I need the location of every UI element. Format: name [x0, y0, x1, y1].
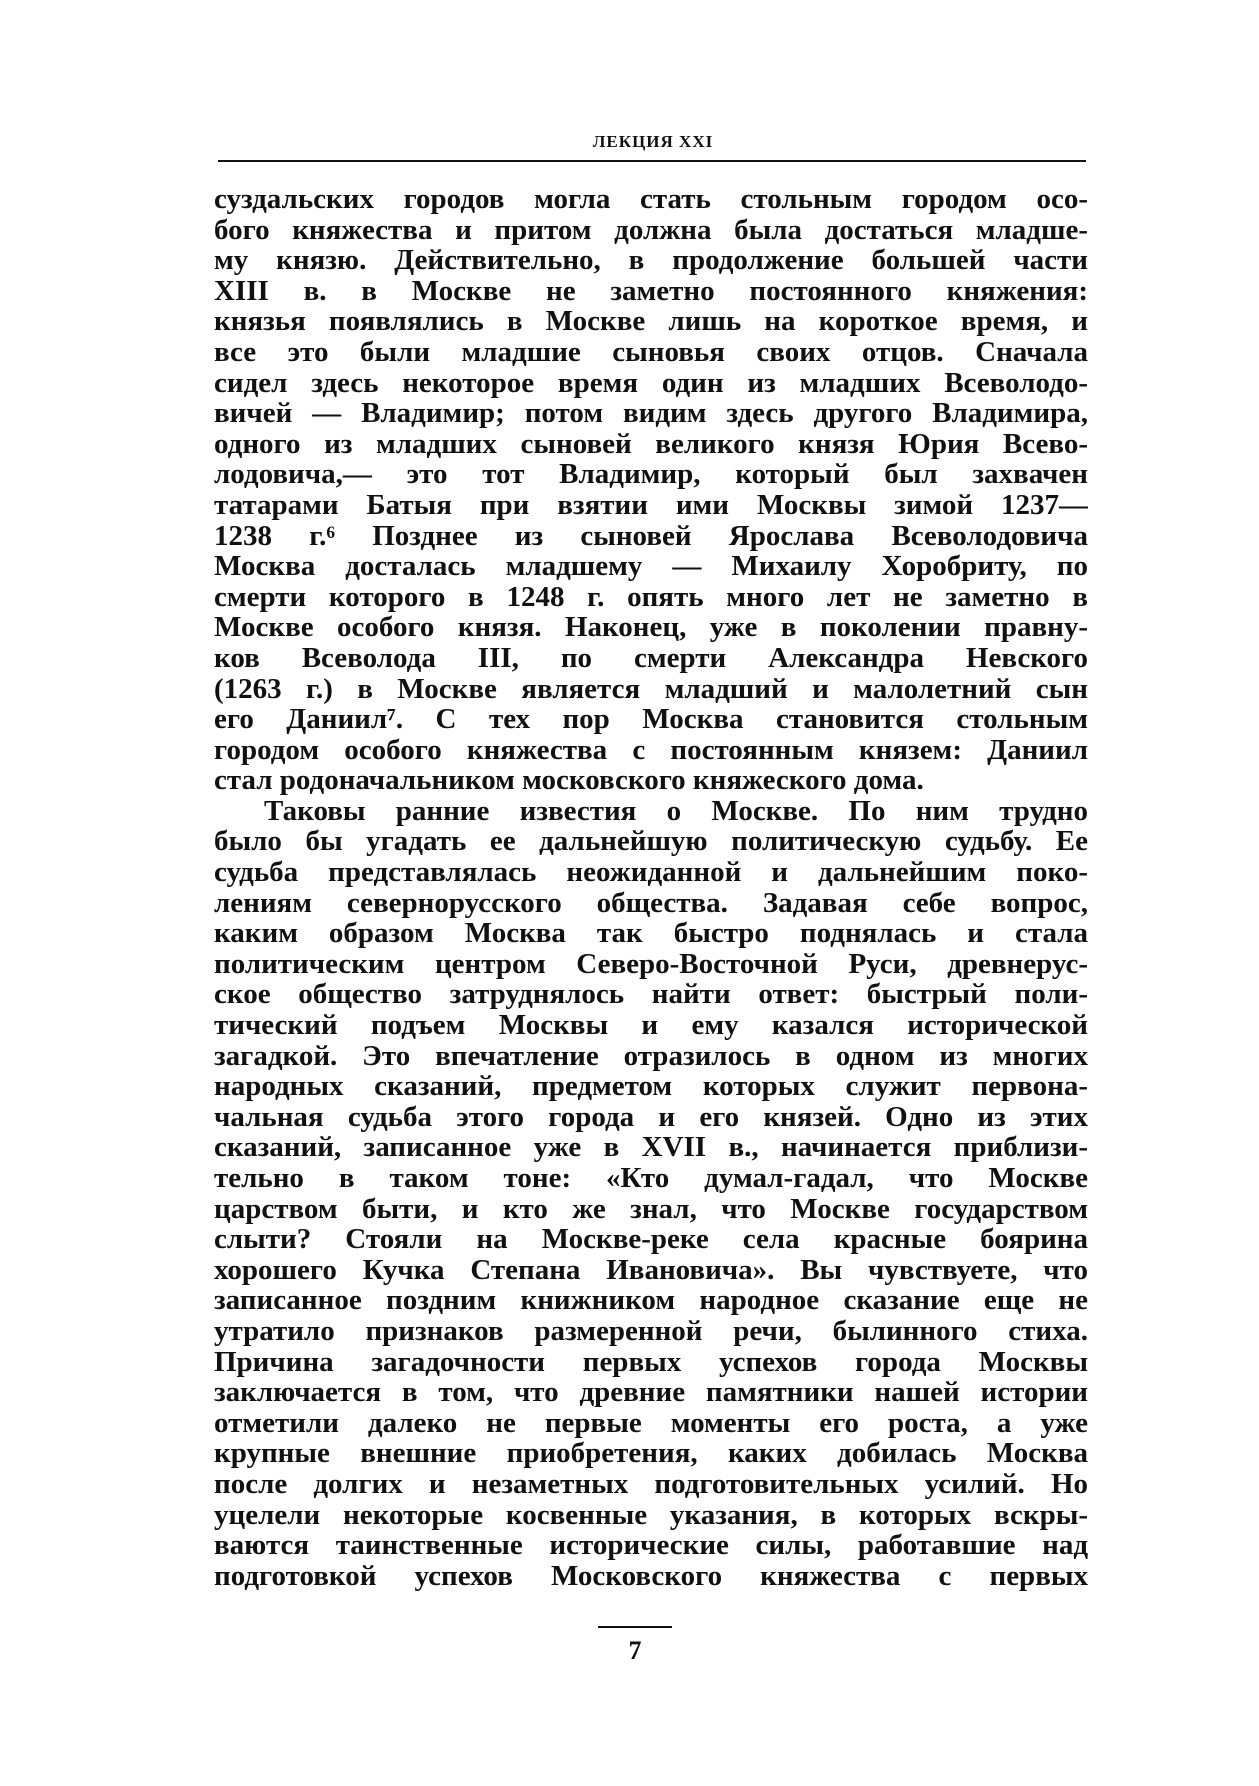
text-line: загадкой. Это впечатление отразилось в одном из многих [214, 1040, 1088, 1072]
running-title: ЛЕКЦИЯ XXI [592, 132, 714, 151]
text-line: вичей — Владимир; потом видим здесь другого Владимира, [214, 398, 1088, 429]
text-line: хорошего Кучка Степана Ивановича». Вы чувствуете, что [214, 1254, 1088, 1286]
text-line: подготовкой успехов Московского княжества с первых [214, 1560, 1088, 1592]
text-line: Москва досталась младшему — Михаилу Хоробриту, по [214, 551, 1088, 582]
text-line: крупные внешние приобретения, каких добилась Москва [214, 1438, 1088, 1469]
text-line: каким образом Москва так быстро поднялась и стала [214, 918, 1088, 949]
text-line: народных сказаний, предметом которых служит первона- [214, 1071, 1088, 1102]
body-text [214, 184, 1088, 1591]
text-line: чальная судьба этого города и его князей. Одно из этих [214, 1101, 1088, 1133]
text-line: лодовича,— это тот Владимир, который был захвачен [214, 459, 1088, 490]
page-number-rule [598, 1626, 672, 1628]
text-line: Причина загадочности первых успехов города Москвы [214, 1346, 1088, 1378]
text-line: 1238 г.⁶ Позднее из сыновей Ярослава Всеволодовича [214, 520, 1088, 552]
text-line: политическим центром Северо-Восточной Руси, древнерус- [214, 948, 1088, 980]
text-line: суздальских городов могла стать стольным городом осо- [214, 184, 1088, 215]
text-line: татарами Батыя при взятии ими Москвы зимой 1237— [214, 489, 1088, 521]
text-line: ское общество затруднялось найти ответ: быстрый поли- [214, 979, 1088, 1011]
text-line: стал родоначальником московского княжеского дома. [214, 765, 924, 796]
text-line: заключается в том, что древние памятники нашей истории [214, 1377, 1088, 1408]
text-line: лениям севернорусского общества. Задавая себе вопрос, [214, 887, 1088, 919]
text-line: сказаний, записанное уже в XVII в., начинается приблизи- [214, 1132, 1088, 1163]
page-number: 7 [628, 1636, 642, 1665]
header-rule [218, 160, 1086, 162]
text-line: XIII в. в Москве не заметно постоянного княжения: [214, 275, 1088, 307]
text-line: царством быти, и кто же знал, что Москве государством [214, 1193, 1088, 1225]
text-line: слыти? Стояли на Москве-реке села красные боярина [214, 1224, 1088, 1255]
text-line: му князю. Действительно, в продолжение большей части [214, 245, 1088, 276]
paragraph-start-line: Таковы ранние известия о Москве. По ним трудно [264, 795, 1088, 827]
text-line: бого княжества и притом должна была достаться младше- [214, 214, 1088, 246]
text-line: уцелели некоторые косвенные указания, в которых вскры- [214, 1499, 1088, 1531]
text-line: Москве особого князя. Наконец, уже в поколении правну- [214, 612, 1088, 643]
text-line: одного из младших сыновей великого князя Юрия Всево- [214, 428, 1088, 460]
text-line: все это были младшие сыновья своих отцов. Сначала [214, 336, 1088, 368]
text-line: городом особого княжества с постоянным князем: Даниил [214, 734, 1088, 766]
text-line: утратило признаков размеренной речи, былинного стиха. [214, 1315, 1088, 1347]
text-line: отметили далеко не первые моменты его роста, а уже [214, 1407, 1088, 1439]
text-line: было бы угадать ее дальнейшую политическую судьбу. Ее [214, 826, 1088, 858]
text-line: (1263 г.) в Москве является младший и малолетний сын [214, 673, 1088, 705]
text-line: смерти которого в 1248 г. опять много лет не заметно в [214, 581, 1088, 613]
text-line: записанное поздним книжником народное сказание еще не [214, 1285, 1088, 1316]
text-line: тический подъем Москвы и ему казался исторической [214, 1010, 1088, 1041]
text-line: князья появлялись в Москве лишь на короткое время, и [214, 306, 1088, 337]
text-line: судьба представлялась неожиданной и дальнейшим поко- [214, 857, 1088, 888]
text-line: его Даниил⁷. С тех пор Москва становится стольным [214, 704, 1088, 735]
text-line: после долгих и незаметных подготовительных усилий. Но [214, 1468, 1088, 1500]
text-line: сидел здесь некоторое время один из младших Всеволодо- [214, 367, 1088, 399]
text-line: тельно в таком тоне: «Кто думал-гадал, что Москве [214, 1163, 1088, 1194]
text-line: ков Всеволода III, по смерти Александра Невского [214, 642, 1088, 674]
text-line: ваются таинственные исторические силы, работавшие над [214, 1530, 1088, 1561]
